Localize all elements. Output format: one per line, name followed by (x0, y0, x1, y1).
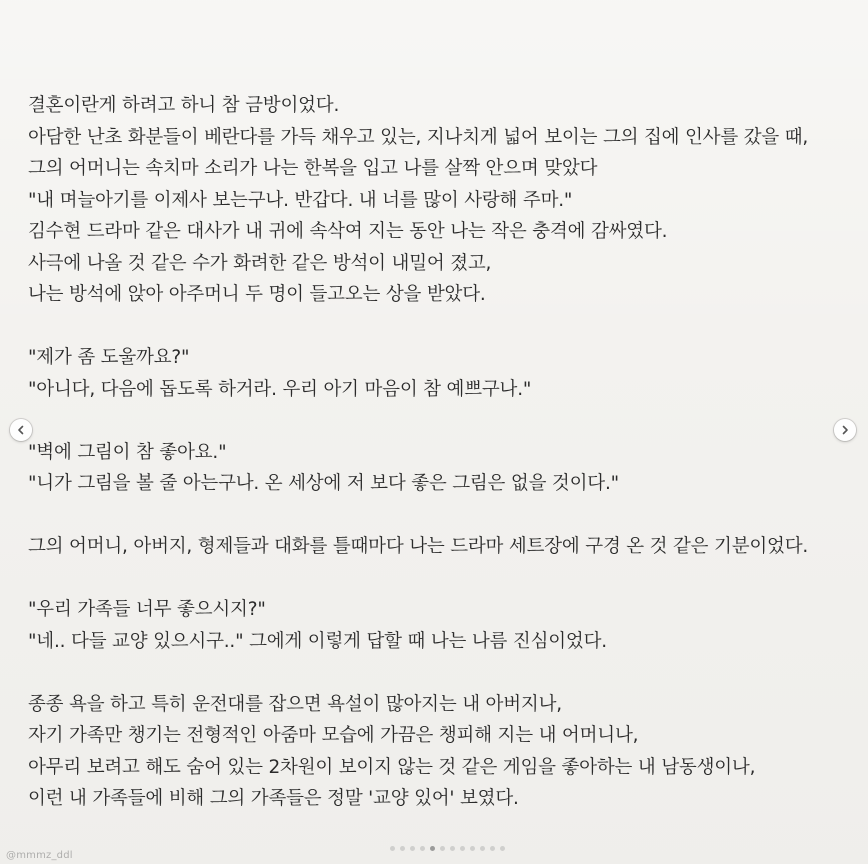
text-line: 나는 방석에 앉아 아주머니 두 명이 들고오는 상을 받았다. (28, 284, 486, 305)
text-line: 김수현 드라마 같은 대사가 내 귀에 속삭여 지는 동안 나는 작은 충격에 감싸였다. (28, 221, 668, 242)
carousel-dot (440, 846, 445, 851)
chevron-left-icon (15, 424, 27, 436)
carousel-dot (490, 846, 495, 851)
text-line: 사극에 나올 것 같은 수가 화려한 같은 방석이 내밀어 졌고, (28, 252, 492, 274)
text-line: "네.. 다들 교양 있으시구.." 그에게 이렇게 답할 때 나는 나름 진심이었다. (28, 630, 607, 652)
text-line: "내 며늘아기를 이제사 보는구나. 반갑다. 내 너를 많이 사랑해 주마." (28, 189, 573, 211)
carousel-dot (420, 846, 425, 851)
carousel-dot (390, 846, 395, 851)
carousel-dot (400, 846, 405, 851)
text-line: 종종 욕을 하고 특히 운전대를 잡으면 욕설이 많아지는 내 아버지나, (28, 693, 562, 715)
text-line: "벽에 그림이 참 좋아요." (28, 441, 227, 463)
carousel-dot (410, 846, 415, 851)
chevron-right-icon (839, 424, 851, 436)
watermark: @mmmz_ddl (6, 850, 73, 861)
text-line: 아담한 난초 화분들이 베란다를 가득 채우고 있는, 지나치게 넓어 보이는 그의 집에 인사를 갔을 때, (28, 126, 809, 148)
paragraph-gap (28, 405, 858, 437)
text-line: 그의 어머니, 아버지, 형제들과 대화를 틀때마다 나는 드라마 세트장에 구경 온 것 같은 기분이었다. (28, 536, 809, 557)
text-line: "우리 가족들 너무 좋으시지?" (28, 599, 266, 620)
text-line: 아무리 보려고 해도 숨어 있는 2차원이 보이지 않는 것 같은 게임을 좋아하는 내 남동생이나, (28, 756, 756, 778)
paragraph-gap (28, 311, 858, 343)
text-line: 자기 가족만 챙기는 전형적인 아줌마 모습에 가끔은 챙피해 지는 내 어머니나, (28, 725, 639, 746)
text-line: 결혼이란게 하려고 하니 참 금방이었다. (28, 95, 340, 116)
post-text (28, 90, 858, 815)
paragraph-gap (28, 500, 858, 532)
text-line: "제가 좀 도울까요?" (28, 347, 190, 368)
carousel-dot (450, 846, 455, 851)
carousel-dot (470, 846, 475, 851)
carousel-dot (460, 846, 465, 851)
paragraph-gap (28, 657, 858, 689)
carousel-dot (500, 846, 505, 851)
text-line: "니가 그림을 볼 줄 아는구나. 온 세상에 저 보다 좋은 그림은 없을 것이다." (28, 473, 619, 494)
text-line: 이런 내 가족들에 비해 그의 가족들은 정말 '교양 있어' 보였다. (28, 788, 519, 809)
text-line: 그의 어머니는 속치마 소리가 나는 한복을 입고 나를 살짝 안으며 맞았다 (28, 158, 598, 179)
carousel-dot (480, 846, 485, 851)
paragraph-gap (28, 563, 858, 595)
text-line: "아니다, 다음에 돕도록 하거라. 우리 아기 마음이 참 예쁘구나." (28, 378, 532, 400)
carousel-next-button[interactable] (834, 419, 856, 441)
carousel-indicator (390, 846, 505, 851)
carousel-dot (430, 846, 435, 851)
carousel-prev-button[interactable] (10, 419, 32, 441)
